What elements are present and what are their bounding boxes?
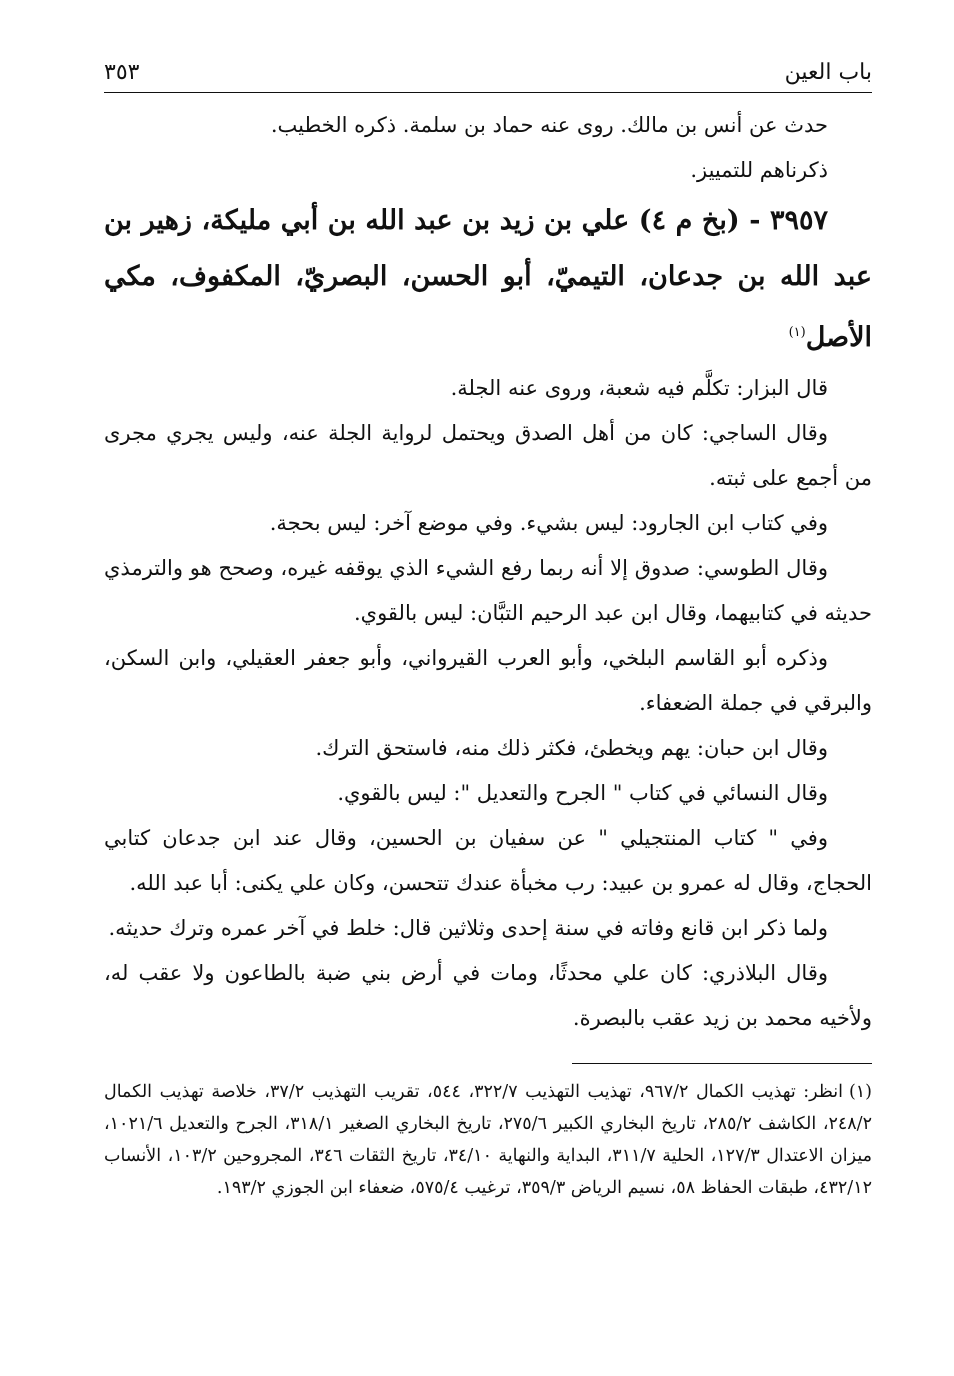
page-number: ٣٥٣: [104, 60, 140, 85]
footnote-divider: [572, 1063, 872, 1064]
footnote-text: انظر: تهذيب الكمال ٩٦٧/٢، تهذيب التهذيب ٣٢٢/٧، ٥٤٤، تقريب التهذيب ٣٧/٢، خلاصة تهذيب الكمال ٢٤٨/٢، الكاشف ٢٨٥/٢، تاريخ البخاري الكبير ٢٧٥/٦، تاريخ البخاري الصغير ٣١٨/١، الجرح والتعديل ١٠٢١/٦، ميزان الاعتدال ١٢٧/٣، الحلية ٣١١/٧، البداية والنهاية ٣٤/١٠، تاريخ الثقات ٣٤٦، المجروحين ١٠٣/٢، الأنساب ٤٣٢/١٢، طبقات الحفاظ ٥٨، نسيم الرياض ٣٥٩/٣، ترغيب ٥٧٥/٤، ضعفاء ابن الجوزي ١٩٣/٢.: [104, 1082, 872, 1198]
footnote-reference: (١): [788, 325, 806, 340]
footnotes: [104, 1076, 872, 1204]
entry-title-text: ٣٩٥٧ - (بخ م ٤) علي بن زيد بن عبد الله بن أبي مليكة، زهير بن عبد الله بن جدعان، التيميّ، أبو الحسن، البصريّ، المكفوف، مكي الأصل: [104, 205, 872, 353]
running-header: [104, 58, 872, 93]
paragraph: وقال الطوسي: صدوق إلا أنه ربما رفع الشيء الذي يوقفه غيره، وصحح هو والترمذي حديثه في كتابيهما، وقال ابن عبد الرحيم التبَّان: ليس بالقوي.: [104, 556, 872, 625]
paragraph: وقال الساجي: كان من أهل الصدق ويحتمل لرواية الجلة عنه، وليس يجري مجرى من أجمع على ثبته.: [104, 421, 872, 490]
paragraph: وقال ابن حبان: يهم ويخطئ، فكثر ذلك منه، فاستحق الترك.: [315, 736, 828, 760]
paragraph: وذكره أبو القاسم البلخي، وأبو العرب القيرواني، وأبو جعفر العقيلي، وابن السكن، والبرقي في جملة الضعفاء.: [104, 646, 872, 715]
main-text: [104, 103, 872, 1041]
section-title: باب العين: [784, 60, 872, 85]
paragraph: حدث عن أنس بن مالك. روى عنه حماد بن سلمة. ذكره الخطيب.: [270, 113, 828, 137]
paragraph: وقال البلاذري: كان علي محدثًا، ومات في أرض بني ضبة بالطاعون ولا عقب له، ولأخيه محمد بن زيد عقب بالبصرة.: [104, 961, 872, 1030]
paragraph: قال البزار: تكلَّم فيه شعبة، وروى عنه الجلة.: [450, 376, 828, 400]
paragraph: ذكرناهم للتمييز.: [690, 158, 828, 182]
footnote: [104, 1076, 872, 1204]
paragraph: ولما ذكر ابن قانع وفاته في سنة إحدى وثلاثين قال: خلط في آخر عمره وترك حديثه.: [108, 916, 828, 940]
footnote-marker: (١): [848, 1082, 872, 1102]
paragraph: وفي كتاب ابن الجارود: ليس بشيء. وفي موضع آخر: ليس بحجة.: [269, 511, 828, 535]
entry-title: [104, 193, 872, 366]
paragraph: وفي " كتاب المنتجيلي " عن سفيان بن الحسين، وقال عند ابن جدعان كتابي الحجاج، وقال له عمرو بن عبيد: رب مخبأة عندك تتحسن، وكان علي يكنى: أبا عبد الله.: [104, 826, 872, 895]
paragraph: وقال النسائي في كتاب " الجرح والتعديل ": ليس بالقوي.: [337, 781, 828, 805]
